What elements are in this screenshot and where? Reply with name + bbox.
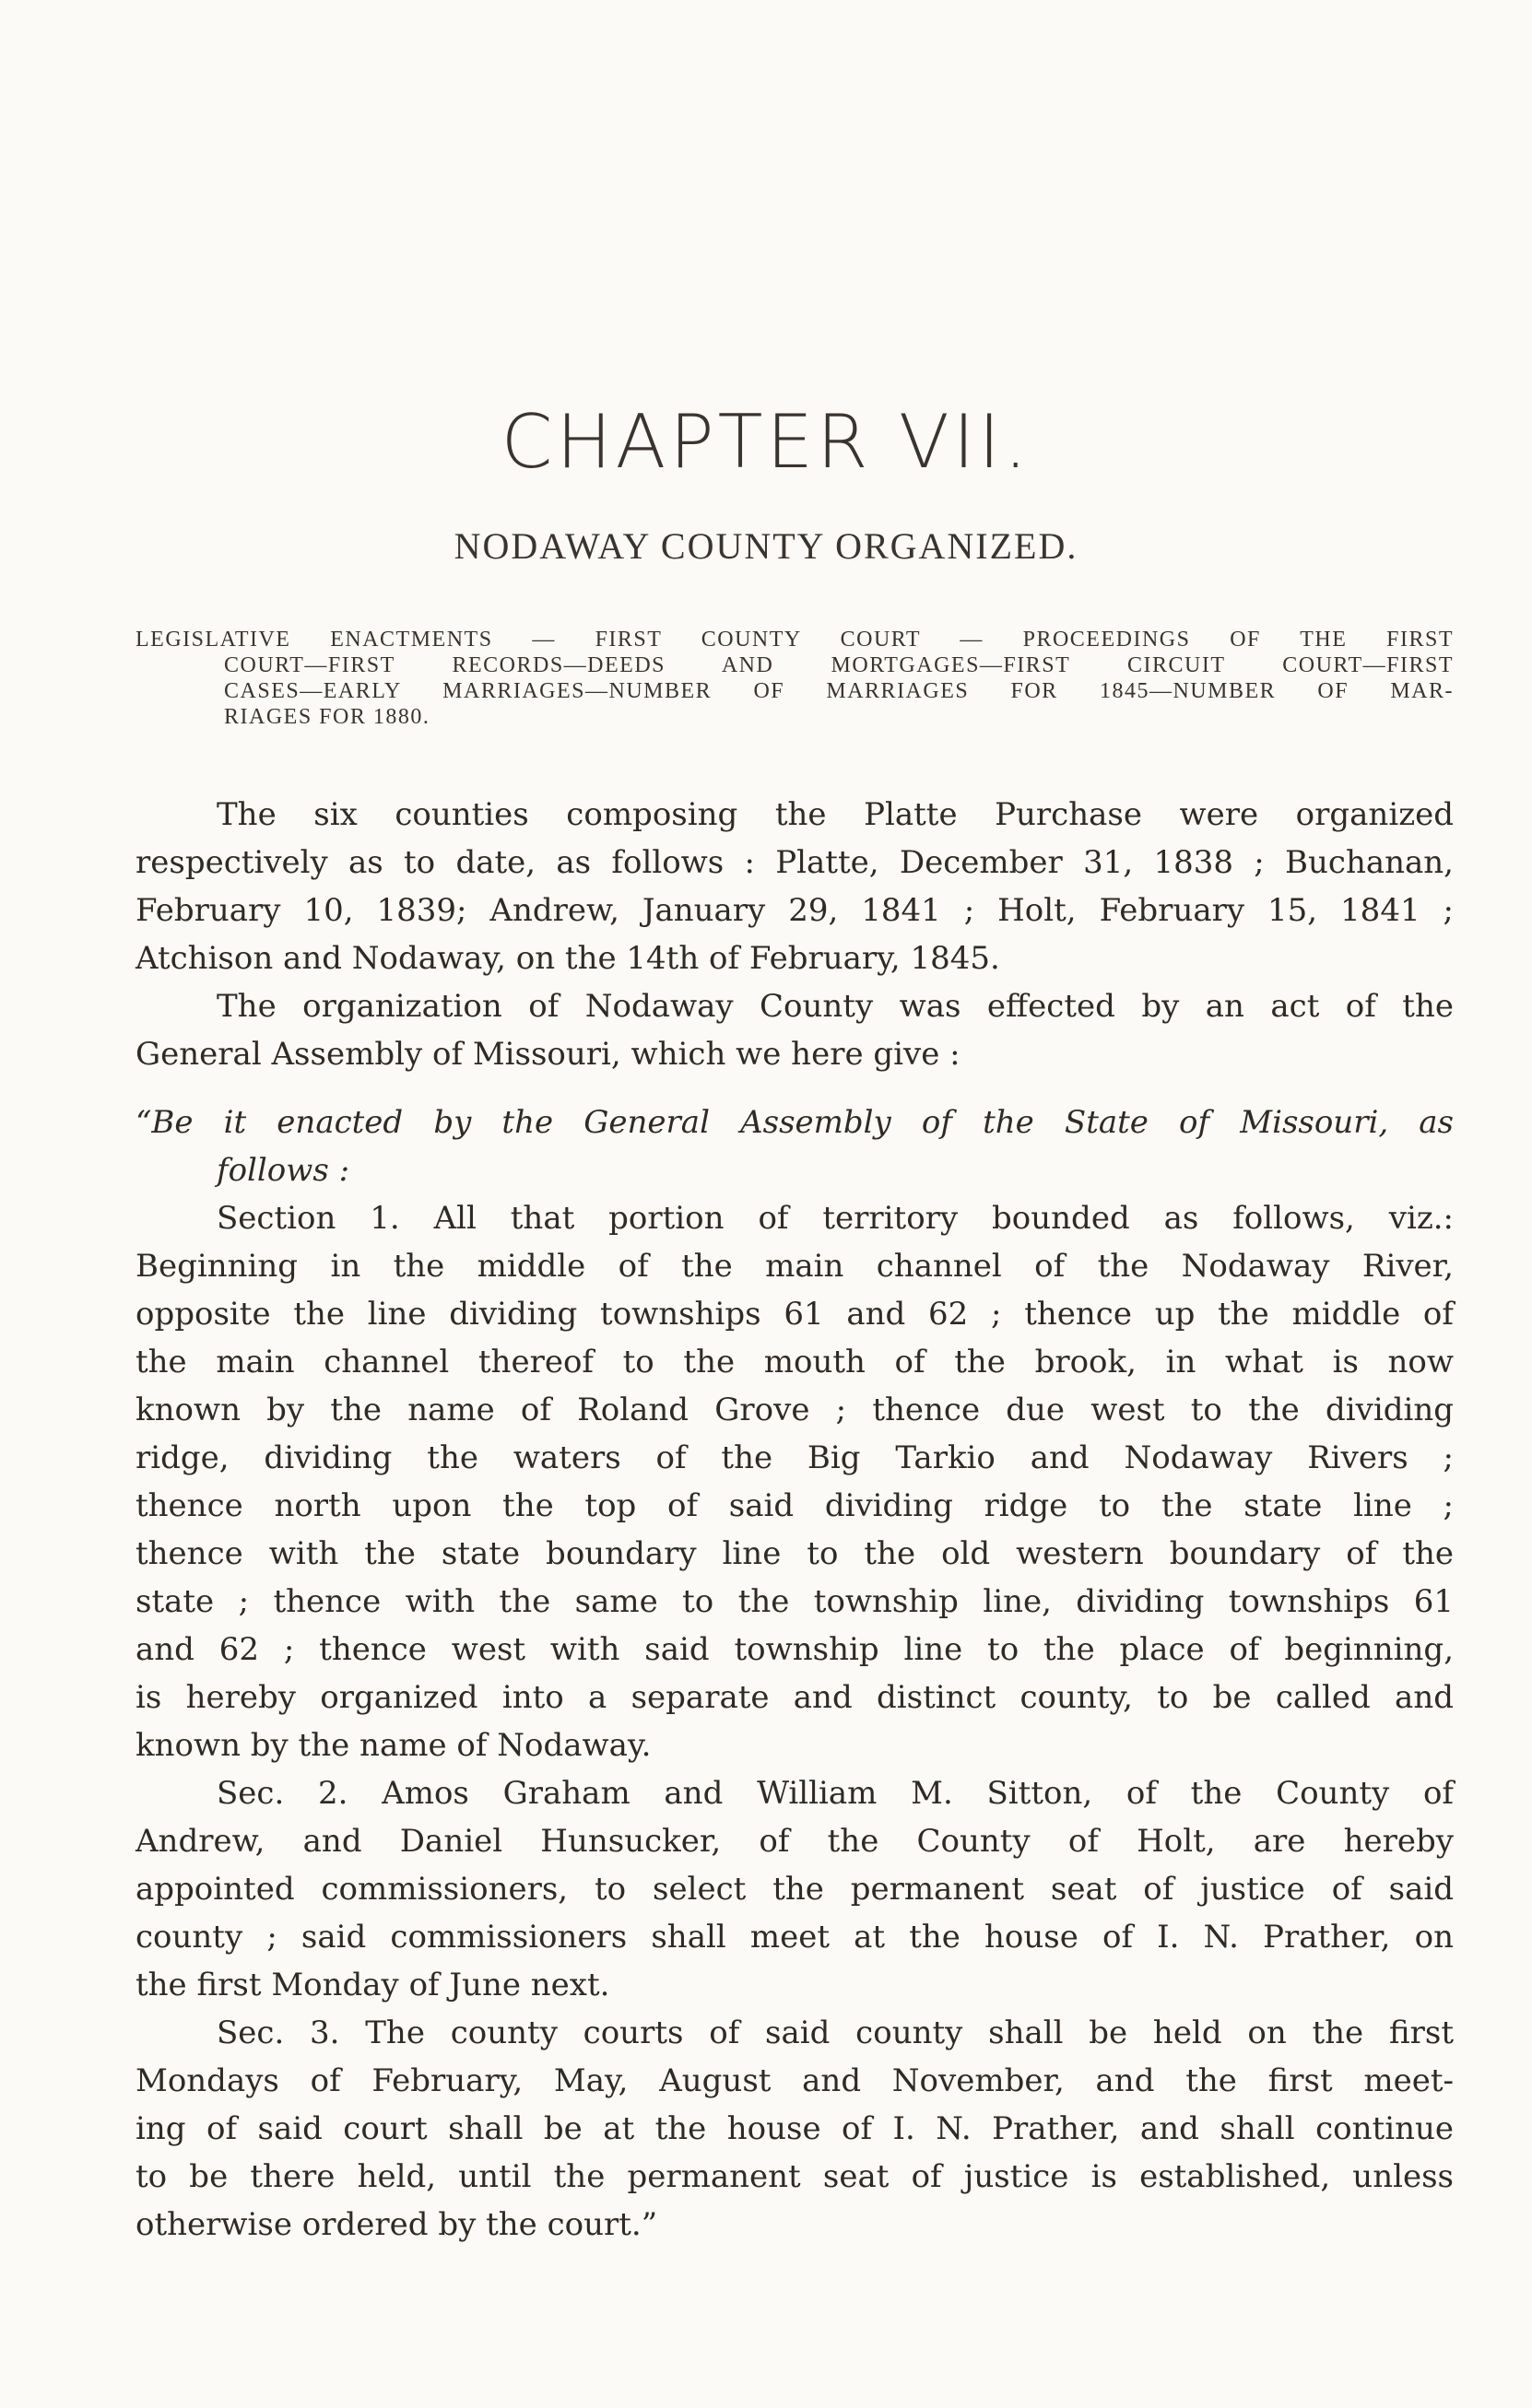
synopsis-line: CASES—EARLY MARRIAGES—NUMBER OF MARRIAGES FOR 1845—NUMBER OF MAR- — [224, 679, 1454, 703]
section-1 — [136, 1194, 1454, 1769]
text-line: The six counties composing the Platte Purchase were organized — [217, 796, 1454, 833]
text-line: and 62 ; thence west with said township line to the place of beginning, — [136, 1631, 1454, 1668]
section-2 — [136, 1769, 1454, 2009]
text-line: ridge, dividing the waters of the Big Tarkio and Nodaway Rivers ; — [136, 1439, 1454, 1476]
synopsis-line: COURT—FIRST RECORDS—DEEDS AND MORTGAGES—FIRST CIRCUIT COURT—FIRST — [224, 653, 1454, 677]
text-line: Andrew, and Daniel Hunsucker, of the County of Holt, are hereby — [136, 1823, 1454, 1860]
text-line: the first Monday of June next. — [136, 1967, 610, 2003]
paragraph-platte-purchase — [136, 791, 1454, 982]
text-line: ing of said court shall be at the house of I. N. Prather, and shall continue — [136, 2110, 1454, 2147]
text-line: known by the name of Nodaway. — [136, 1727, 652, 1764]
text-line: state ; thence with the same to the township line, dividing townships 61 — [136, 1583, 1454, 1620]
text-line: county ; said commissioners shall meet at the house of I. N. Prather, on — [136, 1919, 1454, 1956]
text-line: appointed commissioners, to select the permanent seat of justice of said — [136, 1871, 1454, 1908]
text-line: “Be it enacted by the General Assembly of the State of Missouri, as — [136, 1104, 1454, 1141]
text-line: thence with the state boundary line to the old western boundary of the — [136, 1535, 1454, 1572]
chapter-subtitle: NODAWAY COUNTY ORGANIZED. — [454, 525, 1078, 567]
synopsis-line: LEGISLATIVE ENACTMENTS — FIRST COUNTY COURT — PROCEEDINGS OF THE FIRST — [136, 628, 1454, 652]
text-line: The organization of Nodaway County was effected by an act of the — [217, 988, 1454, 1025]
text-line: to be there held, until the permanent seat of justice is established, unless — [136, 2158, 1454, 2195]
text-line: General Assembly of Missouri, which we here give : — [136, 1036, 960, 1073]
spacer — [136, 1078, 1454, 1098]
section-heading-line: Sec. 2. Amos Graham and William M. Sitton, of the County of — [217, 1775, 1454, 1812]
text-line: Beginning in the middle of the main channel of the Nodaway River, — [136, 1248, 1454, 1285]
chapter-title: CHAPTER VII. — [501, 399, 1031, 485]
text-line: is hereby organized into a separate and distinct county, to be called and — [136, 1679, 1454, 1716]
text-line: known by the name of Roland Grove ; thence due west to the dividing — [136, 1392, 1454, 1428]
chapter-synopsis — [136, 627, 1454, 730]
synopsis-line: RIAGES FOR 1880. — [224, 705, 430, 729]
text-line: February 10, 1839; Andrew, January 29, 1841 ; Holt, February 15, 1841 ; — [136, 892, 1454, 929]
section-heading-line: Section 1. All that portion of territory bounded as follows, viz.: — [217, 1200, 1454, 1237]
text-line: otherwise ordered by the court.” — [136, 2206, 658, 2243]
text-line: Atchison and Nodaway, on the 14th of February, 1845. — [136, 940, 1000, 977]
body-text — [136, 791, 1454, 2249]
section-3 — [136, 2009, 1454, 2249]
enacting-clause — [136, 1098, 1454, 1194]
section-heading-line: Sec. 3. The county courts of said county shall be held on the first — [217, 2014, 1454, 2051]
text-line: the main channel thereof to the mouth of the brook, in what is now — [136, 1344, 1454, 1380]
text-line: respectively as to date, as follows : Platte, December 31, 1838 ; Buchanan, — [136, 844, 1454, 881]
text-line: thence north upon the top of said dividing ridge to the state line ; — [136, 1487, 1454, 1524]
text-line: Mondays of February, May, August and November, and the first meet- — [136, 2062, 1454, 2099]
paragraph-organization — [136, 982, 1454, 1078]
text-line: opposite the line dividing townships 61 and 62 ; thence up the middle of — [136, 1296, 1454, 1333]
text-line: follows : — [217, 1152, 350, 1189]
